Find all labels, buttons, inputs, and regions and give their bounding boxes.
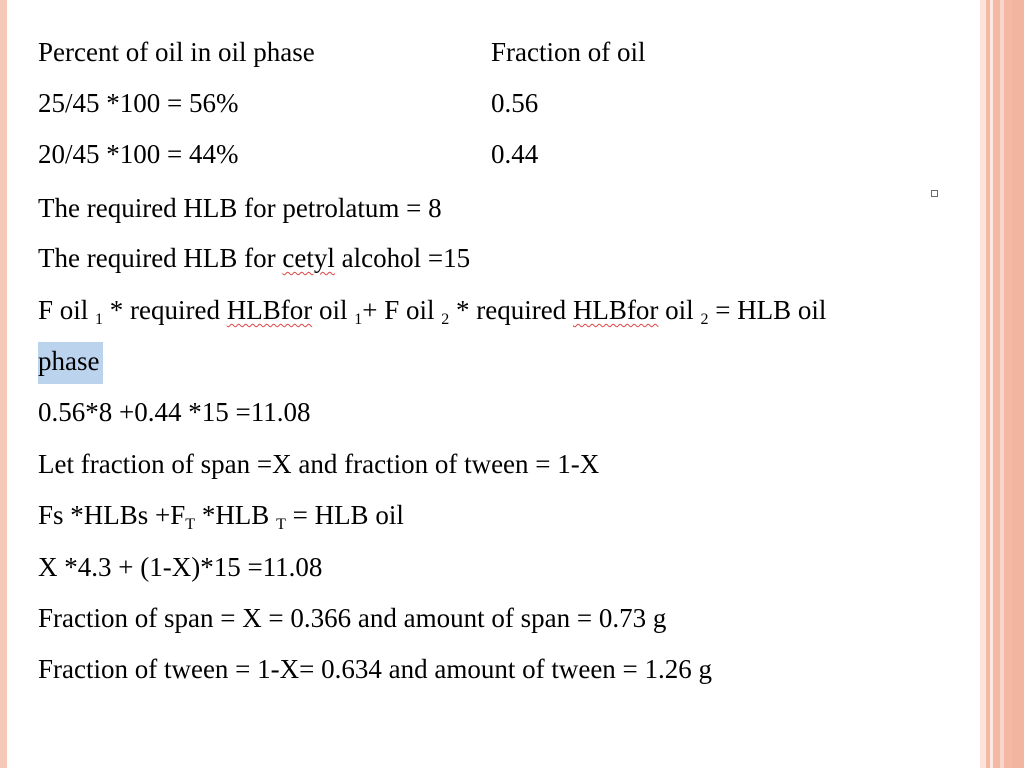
header-fraction-oil: Fraction of oil (491, 37, 646, 67)
calc-line-1: 0.56*8 +0.44 *15 =11.08 (38, 397, 311, 427)
text-run: alcohol =15 (334, 243, 471, 273)
text-run: Fs *HLBs +F (38, 500, 186, 530)
subscript: 1 (95, 311, 104, 328)
slide-body (38, 0, 978, 768)
table-row (38, 87, 539, 119)
subscript: 2 (700, 311, 709, 328)
text-run: The required HLB for (38, 243, 283, 273)
hlb-formula-line (38, 294, 826, 326)
text-run: = HLB oil (708, 295, 827, 325)
right-decor-band (980, 0, 1024, 768)
table-header-row (38, 36, 646, 68)
text-run: + F oil (362, 295, 442, 325)
row-percent: 20/45 *100 = 44% (38, 139, 239, 169)
spellcheck-word: HLBfor (226, 295, 313, 325)
calc-line-2: X *4.3 + (1-X)*15 =11.08 (38, 552, 323, 582)
span-result-line: Fraction of span = X = 0.366 and amount of span = 0.73 g (38, 603, 667, 633)
hlb-cetyl-line (38, 242, 470, 274)
text-run: oil (312, 295, 355, 325)
spellcheck-word: HLBfor (572, 295, 659, 325)
text-run: * required (449, 295, 573, 325)
text-run: *HLB (195, 500, 277, 530)
row-percent: 25/45 *100 = 56% (38, 88, 239, 118)
band-stripe (980, 0, 986, 768)
subscript: 1 (354, 311, 363, 328)
text-run: oil (658, 295, 701, 325)
row-fraction: 0.44 (491, 139, 539, 169)
band-stripe (1000, 0, 1004, 768)
let-fraction-line: Let fraction of span =X and fraction of tween = 1-X (38, 449, 600, 479)
tween-result-line: Fraction of tween = 1-X= 0.634 and amount of tween = 1.26 g (38, 654, 713, 684)
text-run: * required (103, 295, 227, 325)
subscript: T (185, 516, 196, 533)
table-row (38, 138, 539, 170)
header-percent-oil: Percent of oil in oil phase (38, 37, 315, 67)
row-fraction: 0.56 (491, 88, 539, 118)
text-run: = HLB oil (285, 500, 404, 530)
phase-line (38, 345, 103, 377)
band-stripe (990, 0, 993, 768)
fs-formula-line (38, 499, 404, 531)
subscript: T (276, 516, 286, 533)
subscript: 2 (441, 311, 450, 328)
selected-text[interactable]: phase (38, 342, 103, 384)
hlb-petrolatum-line: The required HLB for petrolatum = 8 (38, 193, 442, 223)
left-decor-strip (0, 0, 7, 768)
band-stripe (1012, 0, 1024, 768)
spellcheck-word: cetyl (282, 243, 335, 273)
text-run: F oil (38, 295, 96, 325)
